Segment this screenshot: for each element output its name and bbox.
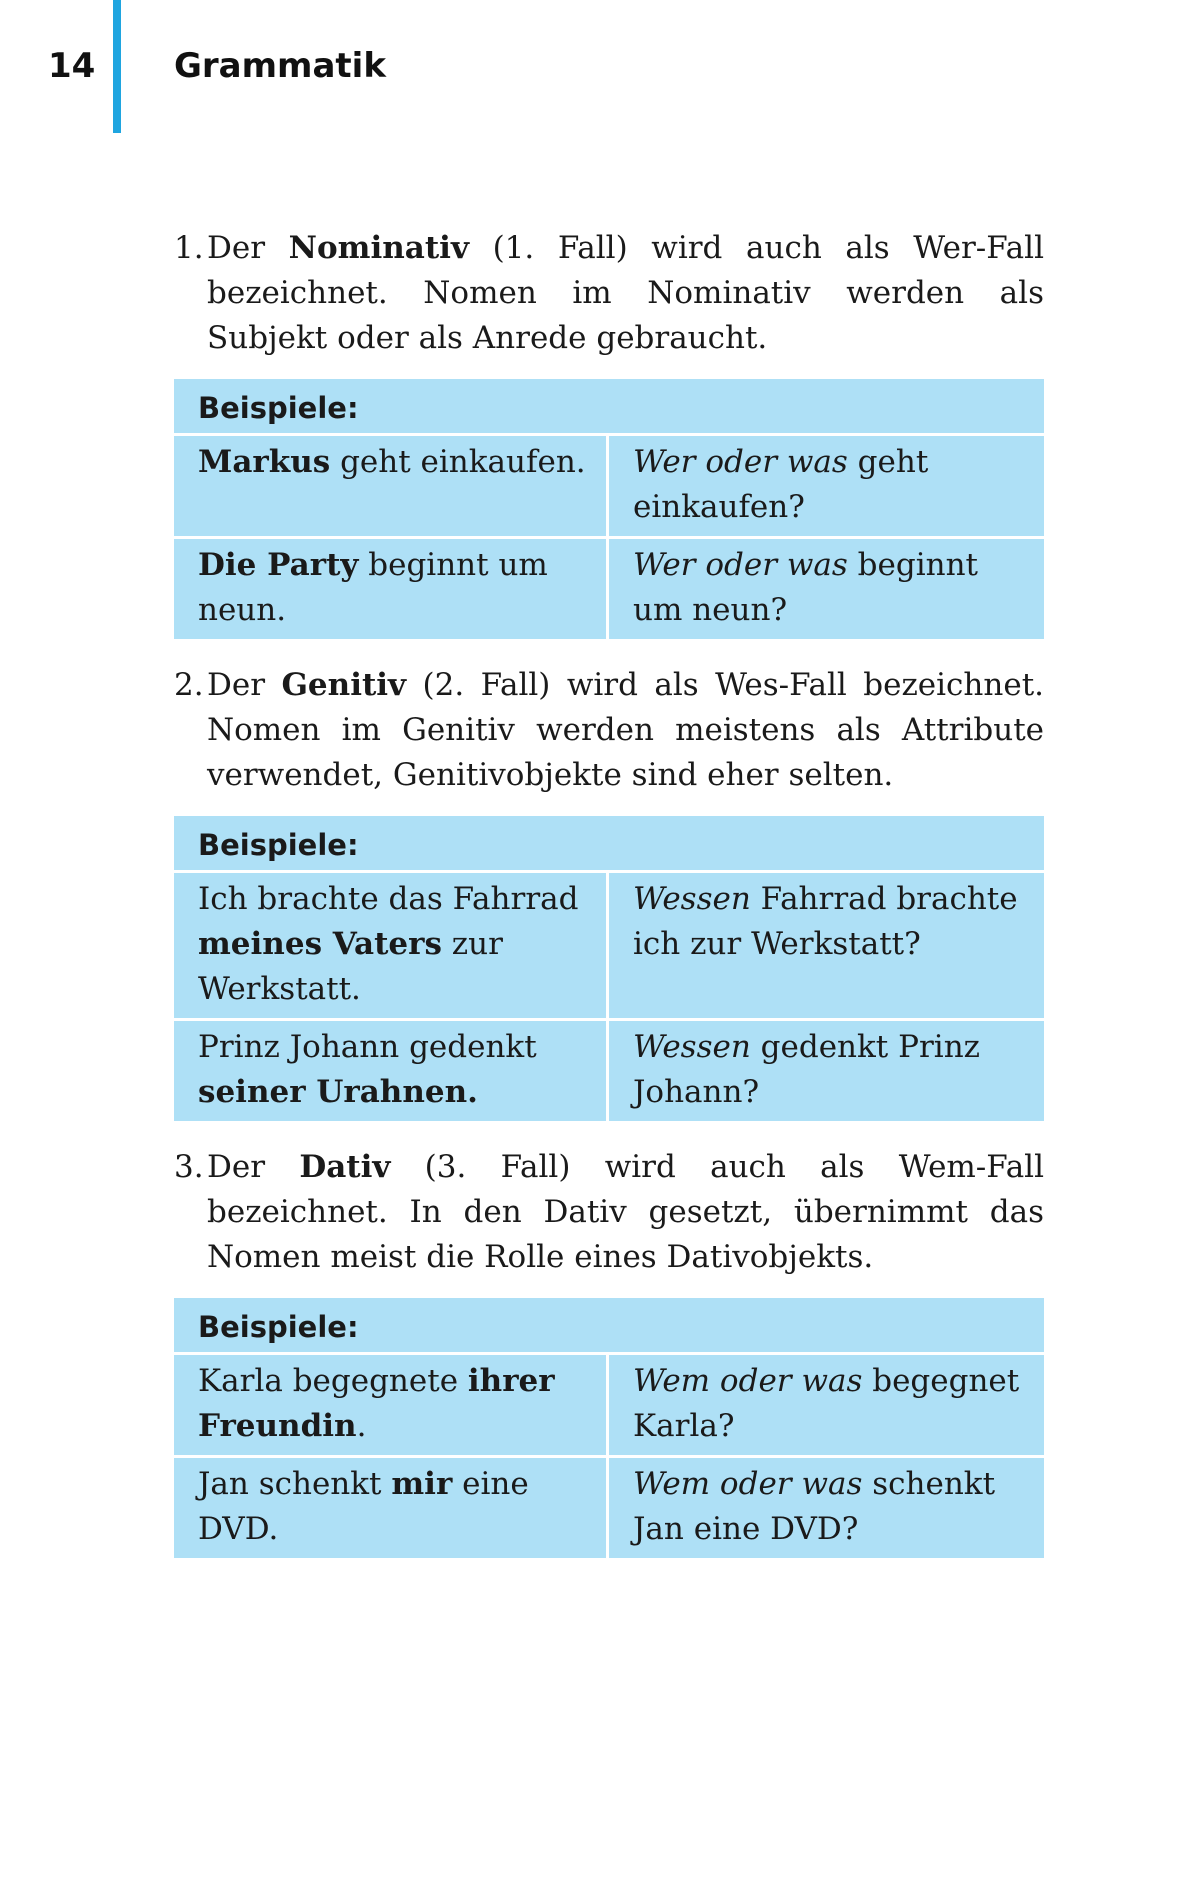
case-term: Nominativ xyxy=(288,230,469,266)
examples-table-nominativ xyxy=(174,379,1044,639)
paragraph-text: (1. Fall) wird auch als Wer-Fall bezeichnet. Nomen im Nominativ werden als Subjekt oder als Anrede gebraucht. xyxy=(207,230,1044,356)
example-question xyxy=(609,539,1044,639)
section-number: 3. xyxy=(174,1149,204,1185)
examples-header: Beispiele: xyxy=(174,816,1044,873)
examples-header: Beispiele: xyxy=(174,379,1044,436)
section-number: 2. xyxy=(174,667,204,703)
examples-header: Beispiele: xyxy=(174,1298,1044,1355)
example-text: eine DVD. xyxy=(198,1466,529,1547)
example-text: beginnt um neun? xyxy=(633,547,979,628)
example-question xyxy=(609,1021,1044,1121)
example-text: geht einkaufen? xyxy=(633,444,929,525)
example-sentence xyxy=(174,539,609,639)
example-text: beginnt um neun. xyxy=(198,547,548,628)
example-text: Karla begegnete xyxy=(198,1363,468,1399)
header-accent-bar xyxy=(113,0,121,133)
example-text: geht einkaufen. xyxy=(330,444,586,480)
example-sentence xyxy=(174,873,609,1021)
case-term: Genitiv xyxy=(281,667,407,703)
table-row xyxy=(174,1355,1044,1458)
section-number: 1. xyxy=(174,230,204,266)
emphasized-term: ihrer Freundin xyxy=(198,1363,555,1444)
emphasized-term: Markus xyxy=(198,444,331,480)
example-text: zur Werkstatt. xyxy=(198,926,503,1007)
example-text: Ich brachte das Fahrrad xyxy=(198,881,579,917)
example-question xyxy=(609,873,1044,1021)
emphasized-term: seiner Urahnen. xyxy=(198,1074,478,1110)
question-word: Wer oder was xyxy=(633,444,848,480)
example-sentence xyxy=(174,1458,609,1558)
example-text: gedenkt Prinz Johann? xyxy=(633,1029,980,1110)
paragraph-text: (2. Fall) wird als Wes-Fall bezeichnet. Nomen im Genitiv werden meistens als Attribute verwendet, Genitivobjekte sind eher selten. xyxy=(207,667,1045,793)
example-text: begegnet Karla? xyxy=(633,1363,1020,1444)
question-word: Wem oder was xyxy=(633,1466,863,1502)
example-question xyxy=(609,436,1044,539)
paragraph-text: Der xyxy=(207,667,282,703)
case-term: Dativ xyxy=(299,1149,391,1185)
table-row xyxy=(174,1458,1044,1558)
emphasized-term: mir xyxy=(391,1466,453,1502)
example-text: Prinz Johann gedenkt xyxy=(198,1029,537,1065)
table-row xyxy=(174,1021,1044,1121)
section-paragraph-genitiv xyxy=(174,663,1044,798)
section-paragraph-nominativ xyxy=(174,226,1044,361)
example-text: . xyxy=(356,1408,367,1444)
table-row xyxy=(174,539,1044,639)
table-row xyxy=(174,436,1044,539)
examples-table-dativ xyxy=(174,1298,1044,1558)
example-sentence xyxy=(174,436,609,539)
examples-table-genitiv xyxy=(174,816,1044,1121)
emphasized-term: meines Vaters xyxy=(198,926,442,962)
section-paragraph-dativ xyxy=(174,1145,1044,1280)
paragraph-text: Der xyxy=(207,230,289,266)
paragraph-text: Der xyxy=(207,1149,300,1185)
question-word: Wer oder was xyxy=(633,547,848,583)
example-sentence xyxy=(174,1021,609,1121)
page-number: 14 xyxy=(48,46,96,86)
main-content xyxy=(174,226,1044,1582)
question-word: Wessen xyxy=(633,881,751,917)
question-word: Wessen xyxy=(633,1029,751,1065)
example-text: Jan schenkt xyxy=(198,1466,392,1502)
example-text: schenkt Jan eine DVD? xyxy=(633,1466,996,1547)
example-sentence xyxy=(174,1355,609,1458)
paragraph-text: (3. Fall) wird auch als Wem-Fall bezeichnet. In den Dativ gesetzt, übernimmt das Nomen meist die Rolle eines Dativobjekts. xyxy=(207,1149,1045,1275)
table-row xyxy=(174,873,1044,1021)
question-word: Wem oder was xyxy=(633,1363,863,1399)
emphasized-term: Die Party xyxy=(198,547,359,583)
page-title: Grammatik xyxy=(174,46,386,86)
example-question xyxy=(609,1355,1044,1458)
example-text: Fahrrad brachte ich zur Werkstatt? xyxy=(633,881,1018,962)
example-question xyxy=(609,1458,1044,1558)
